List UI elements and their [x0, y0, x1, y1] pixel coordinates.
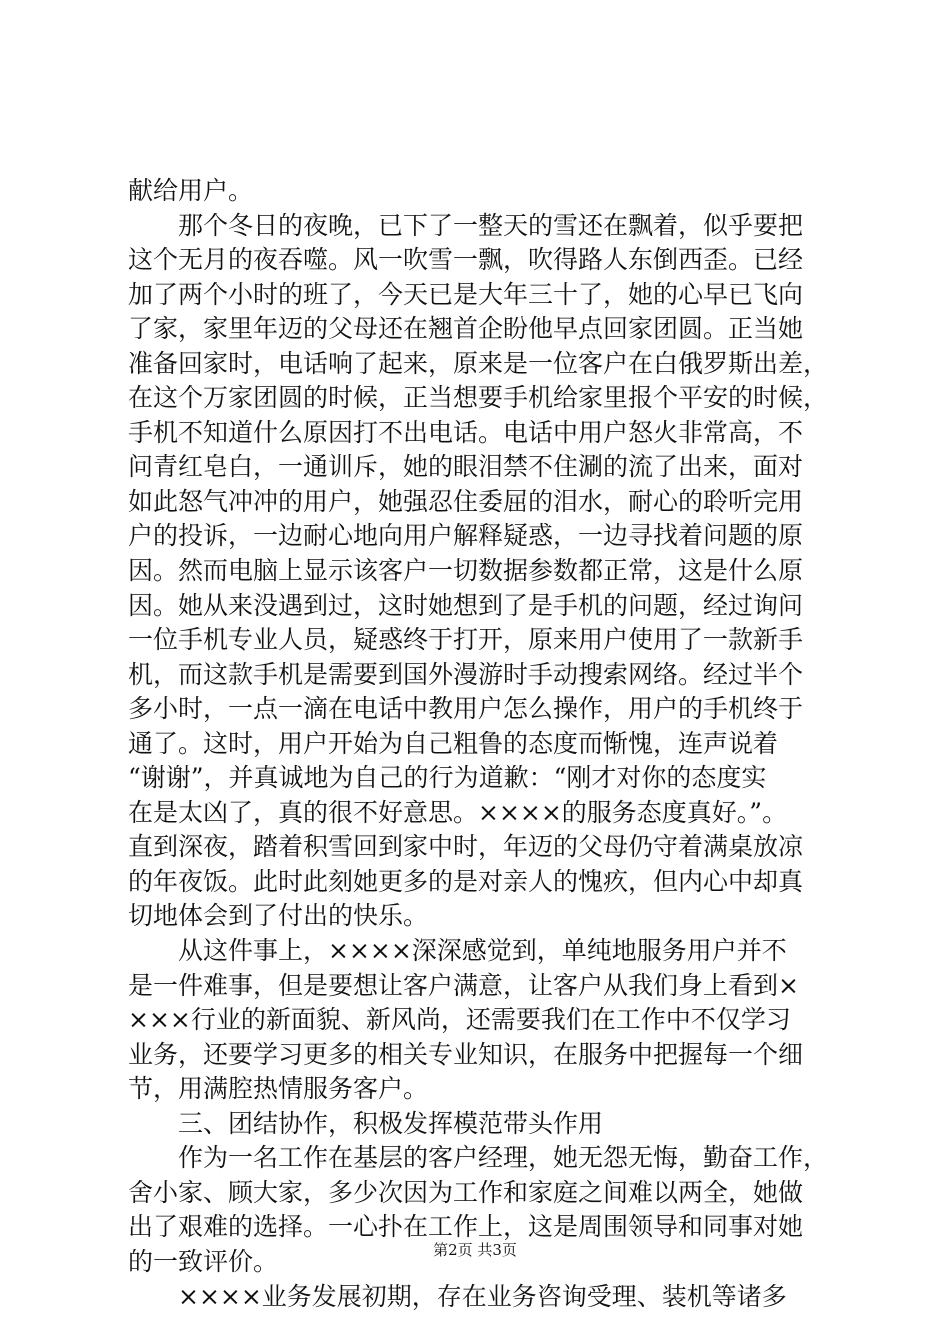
text-line: 了家，家里年迈的父母还在翘首企盼他早点回家团圆。正当她 — [128, 314, 804, 344]
text-line: 的年夜饭。此时此刻她更多的是对亲人的愧疚，但内心中却真 — [128, 866, 804, 896]
text-line: 因。她从来没遇到过，这时她想到了是手机的问题，经过询问 — [128, 590, 804, 620]
text-line: 出了艰难的选择。一心扑在工作上，这是周围领导和同事对她 — [128, 1212, 804, 1242]
text-line: 业务，还要学习更多的相关专业知识，在服务中把握每一个细 — [128, 1039, 804, 1069]
text-line: 献给用户。 — [128, 176, 254, 205]
text-line: “谢谢”，并真诚地为自己的行为道歉：“刚才对你的态度实 — [128, 763, 767, 793]
text-line: 通了。这时，用户开始为自己粗鲁的态度而惭愧，连声说着 — [128, 728, 779, 758]
text-line: 问青红皂白，一通训斥，她的眼泪禁不住涮的流了出来，面对 — [128, 452, 804, 482]
page-number-footer: 第2页 共3页 — [433, 1241, 517, 1259]
text-line: 在是太凶了，真的很不好意思。××××的服务态度真好。”。 — [128, 797, 788, 827]
text-line: 节，用满腔热情服务客户。 — [128, 1074, 429, 1104]
text-line: 从这件事上，××××深深感觉到，单纯地服务用户并不 — [128, 936, 787, 966]
text-line: 加了两个小时的班了，今天已是大年三十了，她的心早已飞向 — [128, 279, 804, 309]
text-line: 机，而这款手机是需要到国外漫游时手动搜索网络。经过半个 — [128, 659, 804, 689]
text-line: 这个无月的夜吞噬。风一吹雪一飘，吹得路人东倒西歪。已经 — [128, 245, 804, 275]
text-line: 作为一名工作在基层的客户经理，她无怨无悔，勤奋工作， — [128, 1143, 829, 1173]
text-line: ×××行业的新面貌、新风尚，还需要我们在工作中不仅学习 — [128, 1005, 791, 1035]
text-line: 是一件难事，但是要想让客户满意，让客户从我们身上看到× — [128, 970, 799, 1000]
text-line: 的一致评价。 — [128, 1246, 279, 1276]
text-line: 手机不知道什么原因打不出电话。电话中用户怒火非常高，不 — [128, 417, 804, 447]
text-line: 直到深夜，踏着积雪回到家中时，年迈的父母仍守着满桌放凉 — [128, 832, 804, 862]
text-line: 那个冬日的夜晚，已下了一整天的雪还在飘着，似乎要把 — [128, 210, 804, 240]
text-line: 切地体会到了付出的快乐。 — [128, 901, 429, 931]
section-heading: 三、团结协作，积极发挥模范带头作用 — [128, 1108, 604, 1138]
text-line: 舍小家、顾大家，多少次因为工作和家庭之间难以两全，她做 — [128, 1177, 804, 1207]
text-line: ××××业务发展初期，存在业务咨询受理、装机等诸多 — [128, 1281, 787, 1311]
text-line: 如此怒气冲冲的用户，她强忍住委屈的泪水，耐心的聆听完用 — [128, 486, 804, 516]
text-line: 一位手机专业人员，疑惑终于打开，原来用户使用了一款新手 — [128, 625, 804, 655]
text-line: 在这个万家团圆的时候，正当想要手机给家里报个平安的时候， — [128, 383, 829, 413]
text-line: 准备回家时，电话响了起来，原来是一位客户在白俄罗斯出差， — [128, 348, 829, 378]
text-line: 户的投诉，一边耐心地向用户解释疑惑，一边寻找着问题的原 — [128, 521, 804, 551]
text-line: 因。然而电脑上显示该客户一切数据参数都正常，这是什么原 — [128, 556, 804, 586]
body-text — [128, 174, 848, 1314]
text-line: 多小时，一点一滴在电话中教用户怎么操作，用户的手机终于 — [128, 694, 804, 724]
